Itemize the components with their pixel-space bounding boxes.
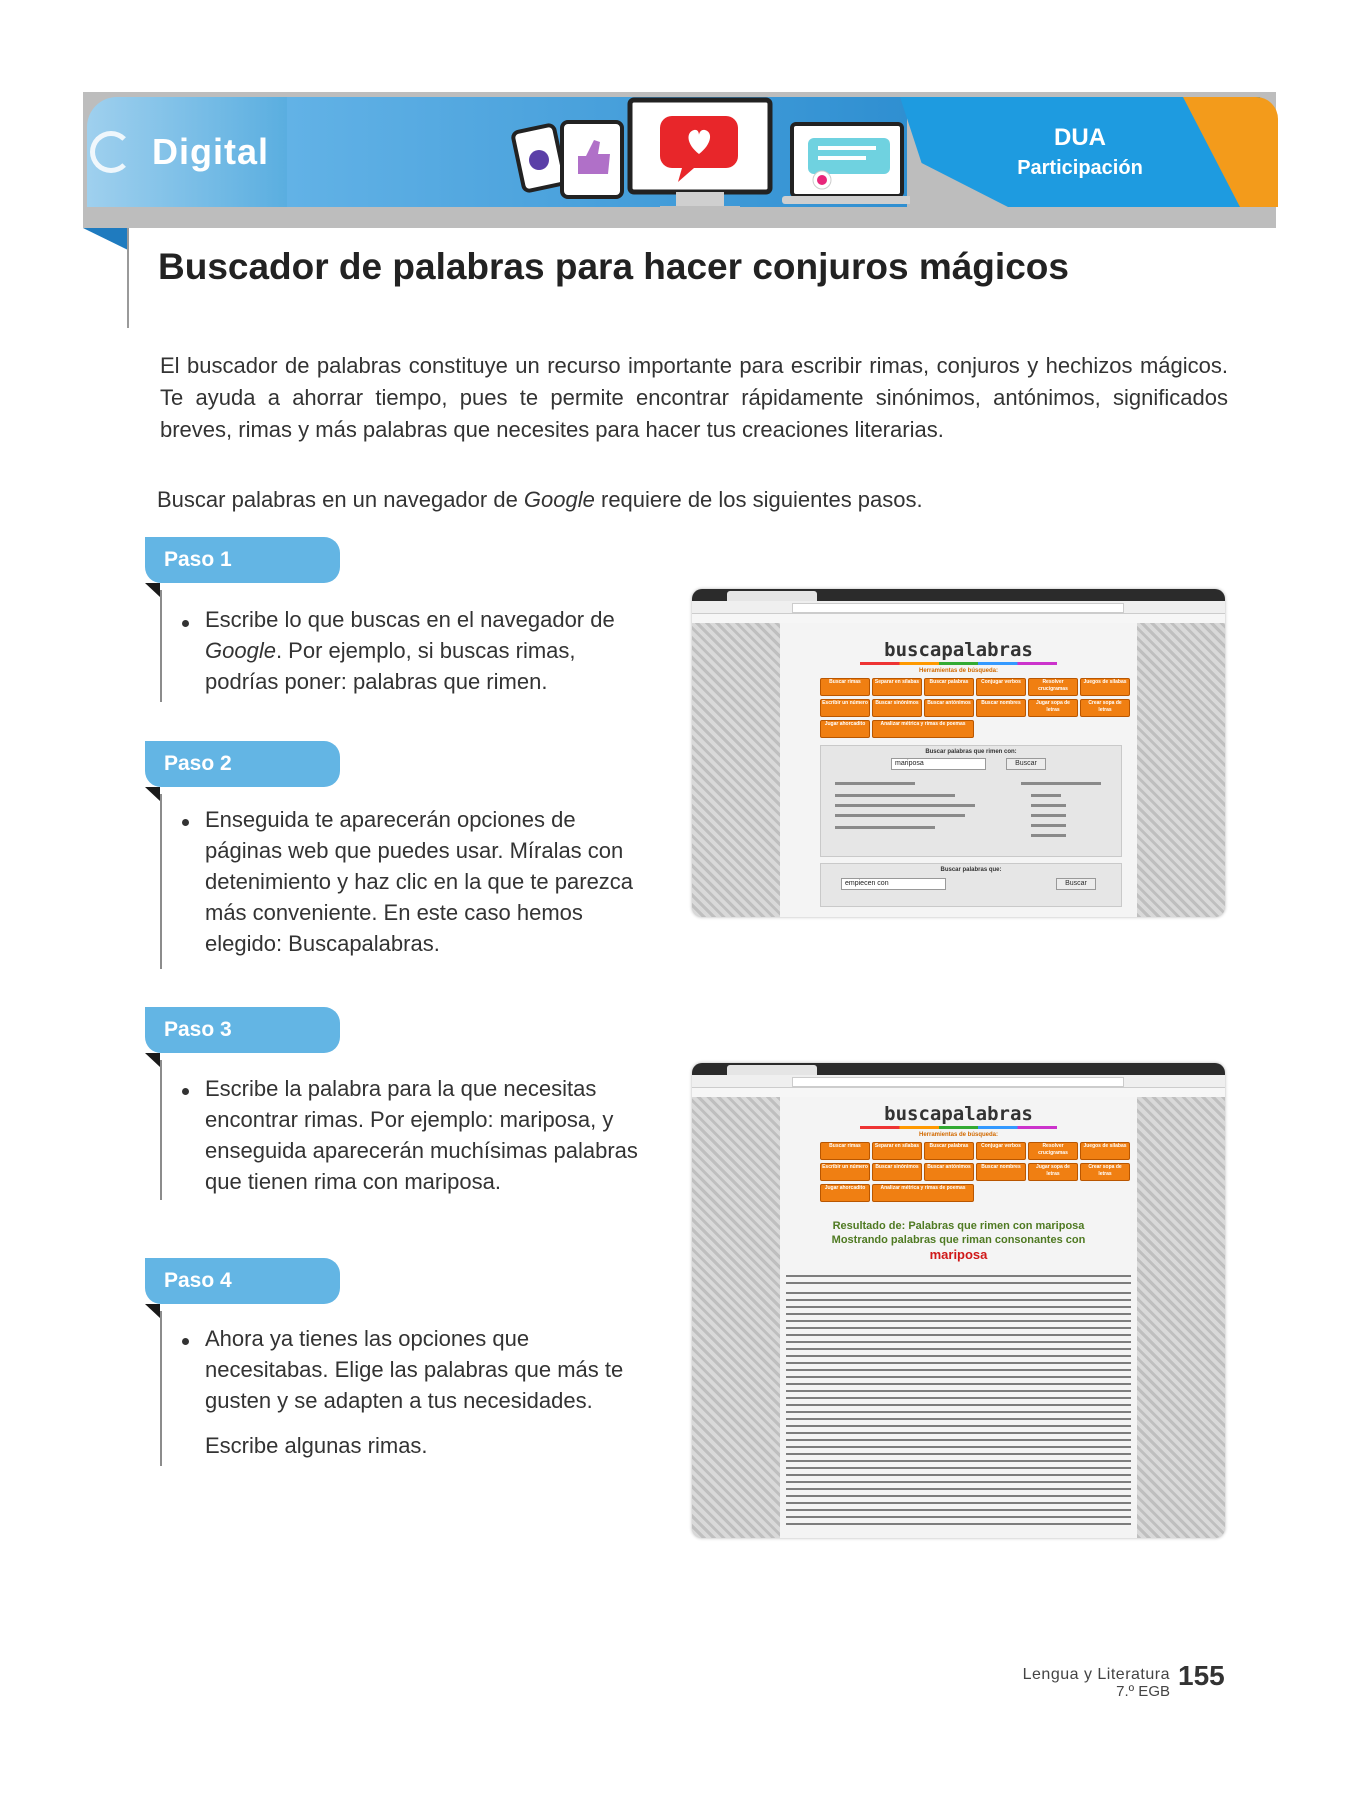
step-2-rule — [160, 794, 162, 969]
step-1-text-b: . Por ejemplo, si buscas rimas, podrías poner: palabras que rimen. — [205, 638, 576, 694]
browser-bookmarks-bar — [692, 614, 1225, 623]
tool-button: Buscar palabras — [924, 678, 974, 696]
page-number: 155 — [1178, 1660, 1225, 1691]
tool-button: Separar en sílabas — [872, 1142, 922, 1160]
banner-ribbon-tail — [83, 228, 128, 250]
tools-title: Herramientas de búsqueda: — [918, 1132, 999, 1138]
right-pattern-background — [1137, 623, 1225, 917]
tool-button: Crear sopa de letras — [1080, 1163, 1130, 1181]
option-line — [1031, 804, 1066, 807]
tool-button: Jugar ahorcadito — [820, 720, 870, 738]
lead-text-italic: Google — [523, 487, 595, 512]
tool-button: Buscar nombres — [976, 1163, 1026, 1181]
title-vertical-rule — [127, 228, 129, 328]
tool-button: Juegos de sílabas — [1080, 678, 1130, 696]
result-subtitle: Mostrando palabras que riman consonantes con — [831, 1234, 1086, 1246]
step-4-rule — [160, 1311, 162, 1466]
phone-chat-icon — [512, 124, 566, 191]
tool-button: Resolver crucigramas — [1028, 1142, 1078, 1160]
screenshot-buscapalabras-home — [692, 589, 1225, 917]
step-1-text-a: Escribe lo que buscas en el navegador de — [205, 607, 615, 632]
step-3-text: Escribe la palabra para la que necesitas encontrar rimas. Por ejemplo: mariposa, y enseguida aparecerán muchísimas palabras que tienen rima con mariposa. — [205, 1076, 638, 1194]
footer-subject: Lengua y Literatura — [1022, 1666, 1170, 1683]
step-1-label: Paso 1 — [145, 537, 340, 583]
step-2-bullet — [182, 819, 189, 826]
tool-button: Buscar palabras — [924, 1142, 974, 1160]
tool-button: Buscar nombres — [976, 699, 1026, 717]
digital-section-label: Digital — [152, 131, 270, 172]
tool-button: Conjugar verbos — [976, 1142, 1026, 1160]
rhyme-panel-title: Buscar palabras que rimen con: — [925, 749, 1017, 755]
tool-button: Analizar métrica y rimas de poemas — [872, 720, 974, 738]
left-pattern-background — [692, 1097, 780, 1538]
step-4-label: Paso 4 — [145, 1258, 340, 1304]
tool-button: Separar en sílabas — [872, 678, 922, 696]
browser-tab — [727, 1065, 817, 1075]
step-1-rule — [160, 590, 162, 702]
lead-paragraph — [157, 487, 923, 513]
results-heading-lines — [786, 1275, 1131, 1285]
step-2-text: Enseguida te aparecerán opciones de páginas web que puedes usar. Míralas con detenimiento y haz clic en la que te parezca más conveniente. En este caso hemos elegido: Buscapalabras. — [205, 807, 634, 956]
result-title: Resultado de: Palabras que rimen con mariposa — [832, 1220, 1085, 1232]
left-pattern-background — [692, 623, 780, 917]
rhyme-search-button: Buscar — [1006, 758, 1046, 770]
browser-bookmarks-bar — [692, 1088, 1225, 1097]
tool-button: Buscar rimas — [820, 1142, 870, 1160]
tool-button: Jugar ahorcadito — [820, 1184, 870, 1202]
step-3-bullet — [182, 1088, 189, 1095]
option-line — [835, 782, 915, 785]
tool-button: Buscar sinónimos — [872, 1163, 922, 1181]
tool-button: Juegos de sílabas — [1080, 1142, 1130, 1160]
option-line — [1031, 824, 1066, 827]
step-4-text: Ahora ya tienes las opciones que necesitabas. Elige las palabras que más te gusten y se adapten a tus necesidades. — [205, 1326, 624, 1413]
option-line — [1031, 794, 1061, 797]
dua-subtitle: Participación — [1017, 157, 1143, 179]
step-2-tail — [145, 787, 160, 801]
step-3-label: Paso 3 — [145, 1007, 340, 1053]
tablet-like-icon — [562, 122, 622, 197]
word-search-input: empiecen con — [841, 878, 946, 890]
step-4-extra-text: Escribe algunas rimas. — [205, 1433, 428, 1458]
tool-button: Conjugar verbos — [976, 678, 1026, 696]
digital-logo-icon — [90, 131, 132, 173]
step-2-label: Paso 2 — [145, 741, 340, 787]
rhyme-search-panel — [820, 745, 1122, 857]
browser-tab — [727, 591, 817, 601]
lead-text-after: requiere de los siguientes pasos. — [594, 487, 923, 512]
tool-button: Jugar sopa de letras — [1028, 1163, 1078, 1181]
result-word: mariposa — [929, 1247, 988, 1262]
tool-button: Analizar métrica y rimas de poemas — [872, 1184, 974, 1202]
step-4-bullet — [182, 1338, 189, 1345]
word-search-panel — [820, 863, 1122, 907]
dua-title: DUA — [1054, 124, 1106, 151]
buscapalabras-logo: buscapalabras — [884, 1103, 1033, 1125]
browser-address-bar — [792, 1077, 1124, 1087]
option-line — [835, 826, 935, 829]
option-line — [835, 804, 975, 807]
word-panel-title: Buscar palabras que: — [940, 867, 1002, 873]
tools-title: Herramientas de búsqueda: — [918, 668, 999, 674]
screenshot-buscapalabras-results — [692, 1063, 1225, 1538]
tool-button: Escribir un número — [820, 699, 870, 717]
option-line — [835, 814, 965, 817]
tool-button: Buscar rimas — [820, 678, 870, 696]
buscapalabras-logo: buscapalabras — [884, 639, 1033, 661]
page-title: Buscador de palabras para hacer conjuros mágicos — [158, 246, 1069, 287]
option-line — [1031, 834, 1066, 837]
results-word-list — [786, 1292, 1131, 1530]
right-pattern-background — [1137, 1097, 1225, 1538]
step-4-tail — [145, 1304, 160, 1318]
step-3-tail — [145, 1053, 160, 1067]
browser-address-bar — [792, 603, 1124, 613]
option-line — [835, 794, 955, 797]
option-line — [1021, 782, 1101, 785]
intro-paragraph: El buscador de palabras constituye un recurso importante para escribir rimas, conjuros y hechizos mágicos. Te ayuda a ahorrar tiempo, pues te permite encontrar rápidamente sinónimos, antónimos, significados breves, rimas y más palabras que necesites para hacer tus creaciones literarias. — [160, 353, 1228, 442]
logo-color-underline — [860, 662, 1057, 665]
tool-button: Buscar antónimos — [924, 1163, 974, 1181]
site-content — [780, 623, 1137, 917]
step-1-text-italic: Google — [205, 638, 276, 663]
site-content — [780, 1097, 1137, 1538]
laptop-message-icon — [782, 124, 910, 204]
option-line — [1031, 814, 1066, 817]
tool-button: Crear sopa de letras — [1080, 699, 1130, 717]
tool-button: Buscar sinónimos — [872, 699, 922, 717]
step-1-tail — [145, 583, 160, 597]
tool-button: Buscar antónimos — [924, 699, 974, 717]
rhyme-search-input: mariposa — [891, 758, 986, 770]
logo-color-underline — [860, 1126, 1057, 1129]
tool-button: Resolver crucigramas — [1028, 678, 1078, 696]
step-1-text — [205, 604, 645, 697]
lead-text-before: Buscar palabras en un navegador de — [157, 487, 524, 512]
step-1-bullet — [182, 620, 189, 627]
devices-illustration — [510, 94, 910, 224]
footer-grade: 7.º EGB — [1116, 1683, 1170, 1700]
tool-button: Jugar sopa de letras — [1028, 699, 1078, 717]
tool-button: Escribir un número — [820, 1163, 870, 1181]
step-3-rule — [160, 1060, 162, 1200]
word-search-button: Buscar — [1056, 878, 1096, 890]
monitor-heart-icon — [630, 100, 770, 212]
